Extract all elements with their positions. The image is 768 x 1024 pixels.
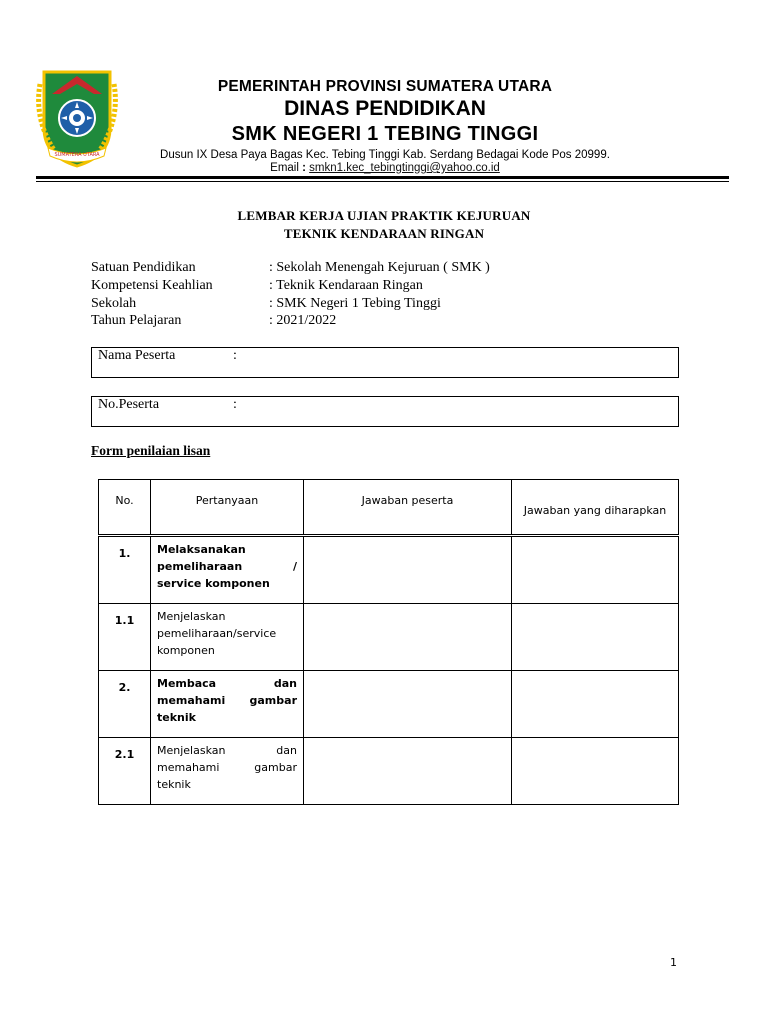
row-participant-answer-cell[interactable] xyxy=(304,738,512,805)
government-name: PEMERINTAH PROVINSI SUMATERA UTARA xyxy=(217,78,553,95)
email-colon: : xyxy=(298,162,310,174)
province-emblem-logo xyxy=(34,64,120,170)
row-participant-answer-cell[interactable] xyxy=(304,604,512,671)
row-number: 2. xyxy=(99,671,151,738)
school-address: Dusun IX Desa Paya Bagas Kec. Tebing Tinggi Kab. Serdang Bedagai Kode Pos 20999. xyxy=(160,149,610,161)
assessment-table xyxy=(98,479,679,805)
department-name: DINAS PENDIDIKAN xyxy=(284,97,486,120)
participant-number-field[interactable] xyxy=(91,396,679,427)
row-question: Menjelaskan dan memahami gambar teknik xyxy=(151,738,304,805)
identity-label: Sekolah xyxy=(91,295,137,311)
school-email xyxy=(130,162,640,175)
row-number: 1.1 xyxy=(99,604,151,671)
row-expected-answer-cell[interactable] xyxy=(512,671,679,738)
row-number: 2.1 xyxy=(99,738,151,805)
row-number: 1. xyxy=(99,536,151,604)
row-participant-answer-cell[interactable] xyxy=(304,536,512,604)
participant-name-label: Nama Peserta xyxy=(98,348,176,363)
email-label: Email xyxy=(270,162,299,174)
document-subtitle: TEKNIK KENDARAAN RINGAN xyxy=(283,226,485,241)
letterhead xyxy=(130,78,640,175)
table-row xyxy=(99,536,679,604)
email-link[interactable]: smkn1.kec_tebingtinggi@yahoo.co.id xyxy=(309,162,500,174)
row-question: Membaca dan memahami gambar teknik xyxy=(151,671,304,738)
row-expected-answer-cell[interactable] xyxy=(512,604,679,671)
svg-text:SUMATERA UTARA: SUMATERA UTARA xyxy=(54,152,100,158)
participant-name-field[interactable] xyxy=(91,347,679,378)
column-header-participant-answer: Jawaban peserta xyxy=(304,480,512,536)
participant-number-colon: : xyxy=(233,397,237,412)
identity-value: : Teknik Kendaraan Ringan xyxy=(269,277,423,293)
identity-label: Kompetensi Keahlian xyxy=(91,277,213,293)
row-participant-answer-cell[interactable] xyxy=(304,671,512,738)
participant-number-label: No.Peserta xyxy=(98,397,160,412)
table-row xyxy=(99,738,679,805)
table-header-row xyxy=(99,480,679,536)
identity-value: : SMK Negeri 1 Tebing Tinggi xyxy=(269,295,441,311)
identity-row xyxy=(91,277,490,295)
school-name: SMK NEGERI 1 TEBING TINGGI xyxy=(231,123,539,145)
identity-label: Tahun Pelajaran xyxy=(91,313,182,329)
identity-row xyxy=(91,312,490,330)
row-question: Melaksanakan pemeliharaan / service komponen xyxy=(151,536,304,604)
row-expected-answer-cell[interactable] xyxy=(512,536,679,604)
column-header-no: No. xyxy=(99,480,151,536)
identity-label: Satuan Pendidikan xyxy=(91,260,196,275)
row-question: Menjelaskan pemeliharaan/service komponen xyxy=(151,604,304,671)
row-expected-answer-cell[interactable] xyxy=(512,738,679,805)
table-row xyxy=(99,604,679,671)
identity-value: : Sekolah Menengah Kejuruan ( SMK ) xyxy=(269,260,490,275)
letterhead-rule-thin xyxy=(36,181,729,182)
column-header-expected-answer: Jawaban yang diharapkan xyxy=(512,480,679,536)
page-number: 1 xyxy=(670,956,677,969)
identity-value: : 2021/2022 xyxy=(269,313,337,329)
form-section-label: Form penilaian lisan xyxy=(91,443,211,458)
table-row xyxy=(99,671,679,738)
document-title: LEMBAR KERJA UJIAN PRAKTIK KEJURUAN xyxy=(237,208,531,223)
identity-row xyxy=(91,259,490,277)
identity-block xyxy=(91,259,490,330)
identity-row xyxy=(91,295,490,313)
participant-name-colon: : xyxy=(233,348,237,363)
letterhead-rule-thick xyxy=(36,176,729,179)
column-header-question: Pertanyaan xyxy=(151,480,304,536)
